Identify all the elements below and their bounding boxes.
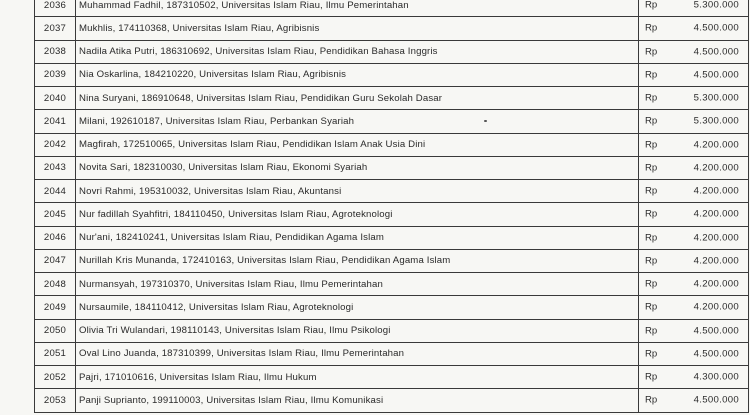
row-amount: 5.300.000 (693, 92, 739, 104)
row-description: Nursaumile, 184110412, Universitas Islam Riau, Agroteknologi (76, 296, 639, 319)
table-row (35, 180, 749, 203)
currency-label: Rp (645, 185, 658, 197)
row-amount-cell (639, 40, 749, 63)
row-amount-cell (639, 366, 749, 389)
row-amount-cell (639, 133, 749, 156)
currency-label: Rp (645, 92, 658, 104)
row-amount-cell (639, 203, 749, 226)
table-row (35, 319, 749, 342)
row-amount: 4.300.000 (693, 371, 739, 383)
currency-label: Rp (645, 115, 658, 127)
row-amount: 4.500.000 (693, 325, 739, 337)
currency-label: Rp (645, 325, 658, 337)
table-row (35, 389, 749, 412)
table-row (35, 87, 749, 110)
row-description: Nina Suryani, 186910648, Universitas Islam Riau, Pendidikan Guru Sekolah Dasar (76, 87, 639, 110)
row-number: 2043 (35, 156, 76, 179)
row-amount-cell (639, 0, 749, 17)
row-number: 2038 (35, 40, 76, 63)
row-amount: 4.500.000 (693, 46, 739, 58)
row-number: 2036 (35, 0, 76, 17)
currency-label: Rp (645, 208, 658, 220)
currency-label: Rp (645, 255, 658, 267)
currency-label: Rp (645, 278, 658, 290)
page-margin (0, 0, 34, 415)
table-row (35, 296, 749, 319)
row-amount-cell (639, 342, 749, 365)
row-number: 2049 (35, 296, 76, 319)
table-row (35, 226, 749, 249)
row-description: Oval Lino Juanda, 187310399, Universitas Islam Riau, Ilmu Pemerintahan (76, 342, 639, 365)
row-amount: 4.500.000 (693, 394, 739, 406)
row-description: Nia Oskarlina, 184210220, Universitas Islam Riau, Agribisnis (76, 63, 639, 86)
row-description: Novita Sari, 182310030, Universitas Islam Riau, Ekonomi Syariah (76, 156, 639, 179)
row-description: Milani, 192610187, Universitas Islam Riau, Perbankan Syariah (76, 110, 639, 133)
table-body (35, 0, 749, 412)
row-amount: 4.200.000 (693, 208, 739, 220)
row-description: Olivia Tri Wulandari, 198110143, Universitas Islam Riau, Ilmu Psikologi (76, 319, 639, 342)
row-number: 2051 (35, 342, 76, 365)
row-amount: 4.200.000 (693, 255, 739, 267)
table-row (35, 366, 749, 389)
row-number: 2047 (35, 249, 76, 272)
table-row (35, 17, 749, 40)
table-row (35, 203, 749, 226)
row-amount-cell (639, 180, 749, 203)
row-amount: 4.200.000 (693, 232, 739, 244)
row-amount: 4.200.000 (693, 301, 739, 313)
row-number: 2042 (35, 133, 76, 156)
table-row (35, 63, 749, 86)
row-amount-cell (639, 63, 749, 86)
table-row (35, 156, 749, 179)
currency-label: Rp (645, 232, 658, 244)
currency-label: Rp (645, 22, 658, 34)
row-amount: 5.300.000 (693, 115, 739, 127)
row-description: Novri Rahmi, 195310032, Universitas Islam Riau, Akuntansi (76, 180, 639, 203)
row-amount-cell (639, 389, 749, 412)
row-amount: 5.300.000 (693, 0, 739, 11)
row-amount-cell (639, 226, 749, 249)
row-description: Nur fadillah Syahfitri, 184110450, Universitas Islam Riau, Agroteknologi (76, 203, 639, 226)
row-description: Pajri, 171010616, Universitas Islam Riau, Ilmu Hukum (76, 366, 639, 389)
row-description: Panji Suprianto, 199110003, Universitas Islam Riau, Ilmu Komunikasi (76, 389, 639, 412)
currency-label: Rp (645, 348, 658, 360)
row-description: Nurillah Kris Munanda, 172410163, Universitas Islam Riau, Pendidikan Agama Islam (76, 249, 639, 272)
row-number: 2037 (35, 17, 76, 40)
row-number: 2044 (35, 180, 76, 203)
row-amount-cell (639, 87, 749, 110)
currency-label: Rp (645, 0, 658, 11)
row-number: 2048 (35, 273, 76, 296)
row-amount-cell (639, 296, 749, 319)
row-amount: 4.500.000 (693, 22, 739, 34)
table-row (35, 133, 749, 156)
row-description: Nur'ani, 182410241, Universitas Islam Riau, Pendidikan Agama Islam (76, 226, 639, 249)
row-amount-cell (639, 156, 749, 179)
currency-label: Rp (645, 139, 658, 151)
row-amount-cell (639, 319, 749, 342)
row-amount: 4.200.000 (693, 139, 739, 151)
row-number: 2050 (35, 319, 76, 342)
table-row (35, 342, 749, 365)
row-amount: 4.200.000 (693, 162, 739, 174)
row-description: Mukhlis, 174110368, Universitas Islam Riau, Agribisnis (76, 17, 639, 40)
currency-label: Rp (645, 371, 658, 383)
row-amount: 4.500.000 (693, 348, 739, 360)
currency-label: Rp (645, 46, 658, 58)
row-description: Magfirah, 172510065, Universitas Islam Riau, Pendidikan Islam Anak Usia Dini (76, 133, 639, 156)
row-description: Nadila Atika Putri, 186310692, Universitas Islam Riau, Pendidikan Bahasa Inggris (76, 40, 639, 63)
row-number: 2039 (35, 63, 76, 86)
row-number: 2045 (35, 203, 76, 226)
row-amount-cell (639, 273, 749, 296)
row-description: Muhammad Fadhil, 187310502, Universitas Islam Riau, Ilmu Pemerintahan (76, 0, 639, 17)
row-amount-cell (639, 249, 749, 272)
table-row (35, 40, 749, 63)
table-row (35, 273, 749, 296)
table-row (35, 0, 749, 17)
currency-label: Rp (645, 69, 658, 81)
scan-speck (484, 120, 487, 122)
row-number: 2046 (35, 226, 76, 249)
row-number: 2040 (35, 87, 76, 110)
row-amount: 4.500.000 (693, 69, 739, 81)
row-amount: 4.200.000 (693, 185, 739, 197)
row-description: Nurmansyah, 197310370, Universitas Islam Riau, Ilmu Pemerintahan (76, 273, 639, 296)
recipient-table (34, 0, 749, 413)
table-row (35, 110, 749, 133)
currency-label: Rp (645, 394, 658, 406)
row-amount-cell (639, 17, 749, 40)
row-number: 2053 (35, 389, 76, 412)
row-number: 2052 (35, 366, 76, 389)
row-amount-cell (639, 110, 749, 133)
currency-label: Rp (645, 162, 658, 174)
row-amount: 4.200.000 (693, 278, 739, 290)
table-row (35, 249, 749, 272)
row-number: 2041 (35, 110, 76, 133)
currency-label: Rp (645, 301, 658, 313)
